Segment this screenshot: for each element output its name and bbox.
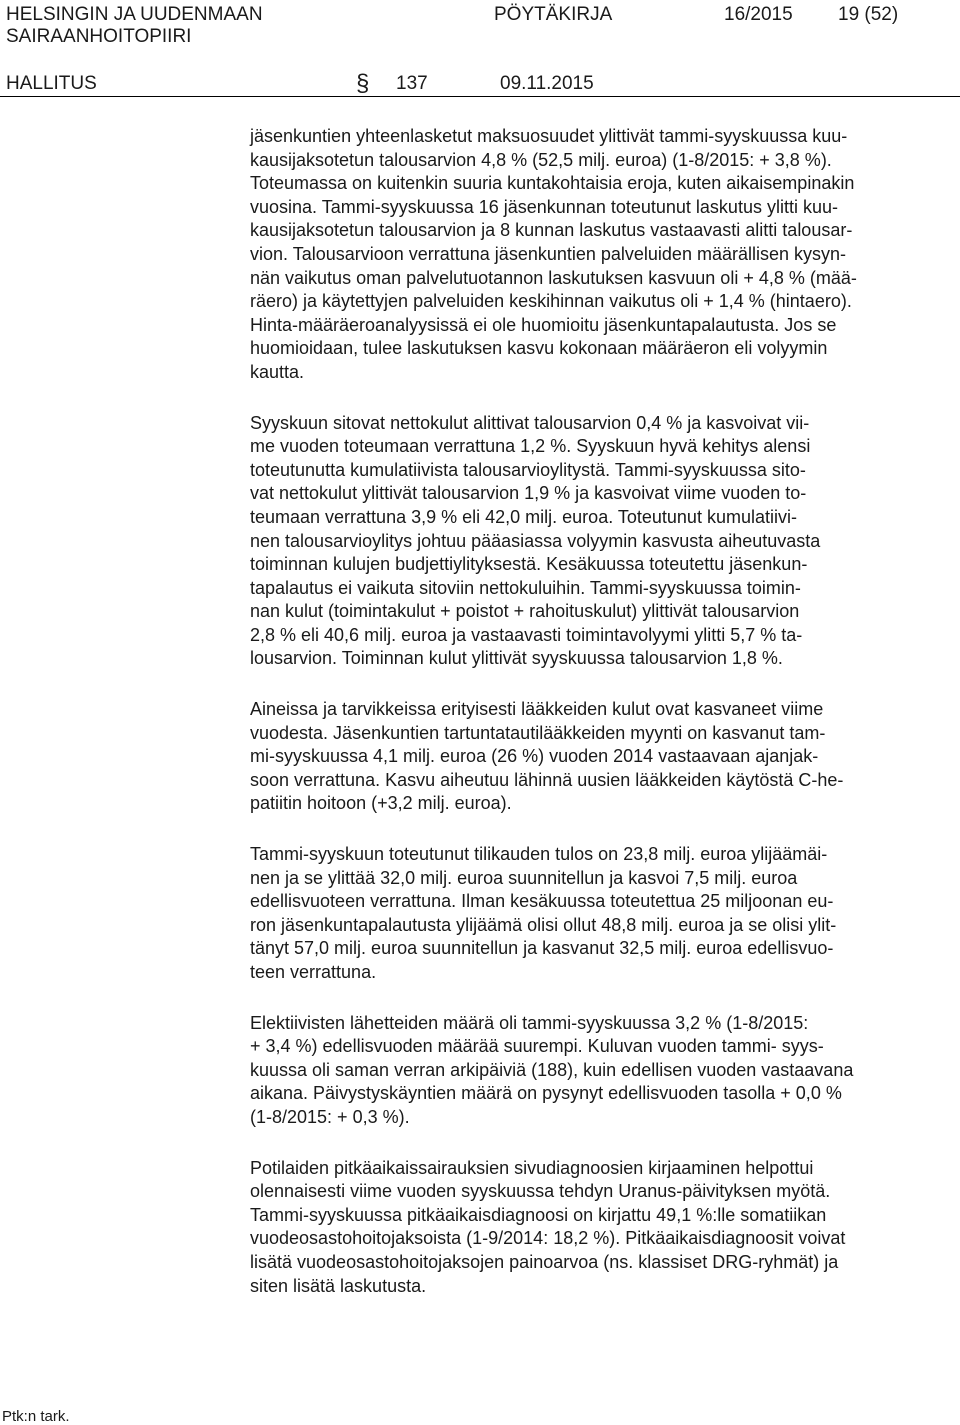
paragraph xyxy=(250,1157,950,1299)
document-type: PÖYTÄKIRJA xyxy=(494,4,613,25)
paragraph-line: vion. Talousarvioon verrattuna jäsenkuntien palveluiden määrällisen kysyn- xyxy=(250,243,847,264)
paragraph-line: 2,8 % eli 40,6 milj. euroa ja vastaavasti toimintavolyymi ylitti 5,7 % ta- xyxy=(250,624,803,645)
paragraph-line: nen talousarvioylitys johtuu pääasiassa volyymin kasvusta aiheutuvasta xyxy=(250,530,821,551)
paragraph xyxy=(250,1012,950,1130)
paragraph-line: Syyskuun sitovat nettokulut alittivat talousarvion 0,4 % ja kasvoivat vii- xyxy=(250,412,810,433)
document-number: 16/2015 xyxy=(724,4,793,25)
paragraph-line: mi-syyskuussa 4,1 milj. euroa (26 %) vuoden 2014 vastaavaan ajanjak- xyxy=(250,746,819,767)
paragraph-line: vat nettokulut ylittivät talousarvion 1,9 % ja kasvoivat viime vuoden to- xyxy=(250,483,807,504)
paragraph-line: teumaan verrattuna 3,9 % eli 42,0 milj. euroa. Toteutunut kumulatiivi- xyxy=(250,506,797,527)
header-divider xyxy=(0,96,960,97)
paragraph-line: kautta. xyxy=(250,361,305,382)
paragraph-line: Aineissa ja tarvikkeissa erityisesti lääkkeiden kulut ovat kasvaneet viime xyxy=(250,699,824,720)
paragraph-line: (1-8/2015: + 0,3 %). xyxy=(250,1106,410,1127)
organization-name-line1: HELSINGIN JA UUDENMAAN xyxy=(6,4,263,25)
paragraph xyxy=(250,698,950,816)
paragraph xyxy=(250,843,950,985)
paragraph-line: kausijaksotetun talousarvion 4,8 % (52,5 milj. euroa) (1-8/2015: + 3,8 %). xyxy=(250,149,832,170)
paragraph-line: nen ja se ylittää 32,0 milj. euroa suunnitellun ja kasvoi 7,5 milj. euroa xyxy=(250,867,798,888)
paragraph-line: nan kulut (toimintakulut + poistot + rahoituskulut) ylittivät talousarvion xyxy=(250,601,800,622)
paragraph xyxy=(250,125,950,385)
paragraph-line: teen verrattuna. xyxy=(250,962,377,982)
paragraph-line: nän vaikutus oman palvelutuotannon laskutuksen kasvuun oli + 4,8 % (mää- xyxy=(250,267,857,288)
paragraph-line: kuussa oli saman verran arkipäiviä (188), kuin edellisen vuoden vastaavana xyxy=(250,1059,854,1080)
meeting-date: 09.11.2015 xyxy=(500,73,594,94)
section-symbol: § xyxy=(356,70,370,97)
organization-name-line2: SAIRAANHOITOPIIRI xyxy=(6,26,192,47)
paragraph-line: huomioidaan, tulee laskutuksen kasvu kokonaan määräeron eli volyymin xyxy=(250,338,828,359)
paragraph-line: tapalautus ei vaikuta sitoviin nettokuluihin. Tammi-syyskuussa toimin- xyxy=(250,577,801,598)
paragraph-line: siten lisätä laskutusta. xyxy=(250,1275,427,1296)
paragraph-line: aikana. Päivystyskäyntien määrä on pysynyt edellisvuoden tasolla + 0,0 % xyxy=(250,1083,842,1104)
paragraph-line: jäsenkuntien yhteenlasketut maksuosuudet ylittivät tammi-syyskuussa kuu- xyxy=(250,126,848,146)
paragraph-line: toiminnan kulujen budjettiylityksestä. Kesäkuussa toteutettu jäsenkun- xyxy=(250,554,808,575)
page-number: 19 (52) xyxy=(838,4,899,25)
paragraph-line: + 3,4 %) edellisvuoden määrää suurempi. Kuluvan vuoden tammi- syys- xyxy=(250,1036,824,1057)
paragraph-line: me vuoden toteumaan verrattuna 1,2 %. Syyskuun hyvä kehitys alensi xyxy=(250,436,811,457)
paragraph-line: lisätä vuodeosastohoitojaksojen painoarvoa (ns. klassiset DRG-ryhmät) ja xyxy=(250,1251,839,1272)
paragraph-line: ron jäsenkuntapalautusta ylijäämä olisi ollut 48,8 milj. euroa ja se olisi ylit- xyxy=(250,914,837,935)
paragraph-line: lousarvion. Toiminnan kulut ylittivät syyskuussa talousarvion 1,8 %. xyxy=(250,648,783,669)
paragraph-line: räero) ja käytettyjen palveluiden keskihinnan vaikutus oli + 1,4 % (hintaero). xyxy=(250,291,852,312)
paragraph-line: vuodeosastohoitojaksoista (1-9/2014: 18,2 %). Pitkäaikaisdiagnoosit voivat xyxy=(250,1228,846,1249)
paragraph-line: patiitin hoitoon (+3,2 milj. euroa). xyxy=(250,793,512,814)
document-body xyxy=(250,125,950,1325)
section-number: 137 xyxy=(396,73,428,94)
paragraph xyxy=(250,412,950,672)
paragraph-line: vuodesta. Jäsenkuntien tartuntatautilääkkeiden myynti on kasvanut tam- xyxy=(250,722,826,743)
footer-initials-label: Ptk:n tark. xyxy=(2,1408,70,1425)
paragraph-line: Potilaiden pitkäaikaissairauksien sivudiagnoosien kirjaaminen helpottui xyxy=(250,1157,814,1178)
paragraph-line: edellisvuoteen verrattuna. Ilman kesäkuussa toteutettua 25 miljoonan eu- xyxy=(250,891,834,912)
paragraph-line: toteutunutta kumulatiivista talousarvioylitystä. Tammi-syyskuussa sito- xyxy=(250,459,806,480)
paragraph-line: Tammi-syyskuun toteutunut tilikauden tulos on 23,8 milj. euroa ylijäämäi- xyxy=(250,844,828,865)
paragraph-line: tänyt 57,0 milj. euroa suunnitellun ja kasvanut 32,5 milj. euroa edellisvuo- xyxy=(250,938,834,959)
paragraph-line: Hinta-määräeroanalyysissä ei ole huomioitu jäsenkuntapalautusta. Jos se xyxy=(250,314,837,335)
paragraph-line: soon verrattuna. Kasvu aiheutuu lähinnä uusien lääkkeiden käytöstä C-he- xyxy=(250,769,844,790)
paragraph-line: vuosina. Tammi-syyskuussa 16 jäsenkunnan toteutunut laskutus ylitti kuu- xyxy=(250,196,838,217)
paragraph-line: Tammi-syyskuussa pitkäaikaisdiagnoosi on kirjattu 49,1 %:lle somatiikan xyxy=(250,1204,827,1225)
board-name: HALLITUS xyxy=(6,73,97,94)
paragraph-line: Toteumassa on kuitenkin suuria kuntakohtaisia eroja, kuten aikaisempinakin xyxy=(250,173,855,194)
paragraph-line: kausijaksotetun talousarvion ja 8 kunnan laskutus vastaavasti alitti talousar- xyxy=(250,220,853,241)
paragraph-line: Elektiivisten lähetteiden määrä oli tammi-syyskuussa 3,2 % (1-8/2015: xyxy=(250,1012,809,1033)
paragraph-line: olennaisesti viime vuoden syyskuussa tehdyn Uranus-päivityksen myötä. xyxy=(250,1181,831,1202)
